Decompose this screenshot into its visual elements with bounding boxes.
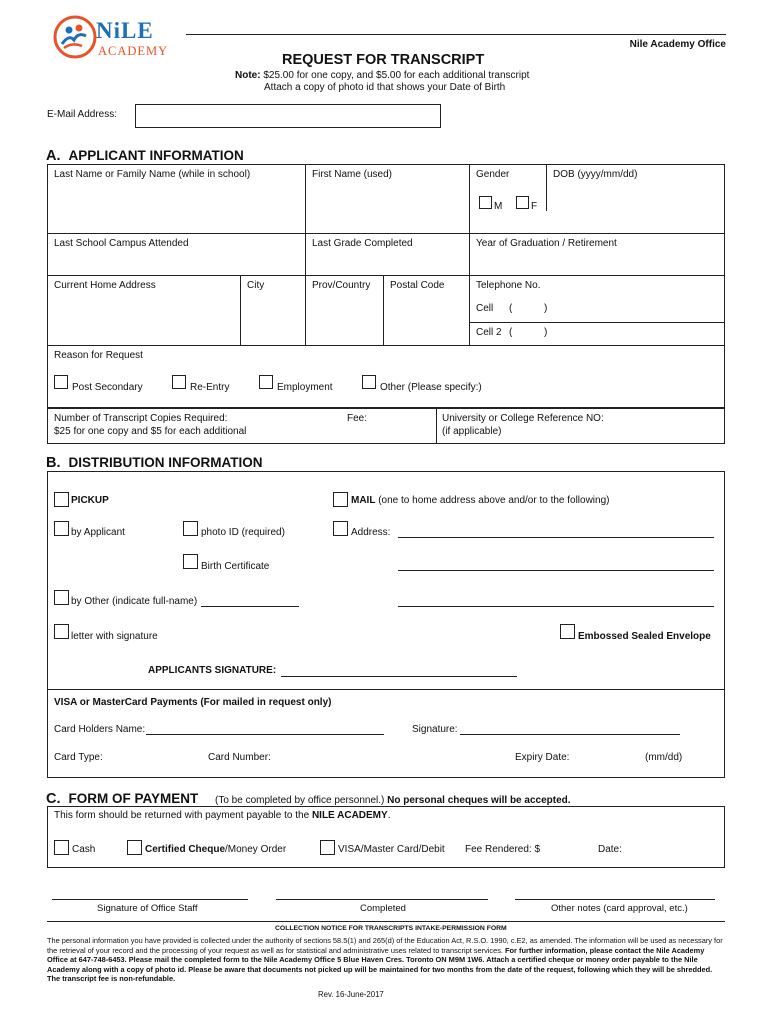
card-number-label: Card Number: [208, 752, 271, 763]
applicant-info-grid [47, 164, 725, 346]
letter-signature-checkbox[interactable] [54, 624, 69, 639]
grid-line [436, 408, 437, 444]
card-name-label: Card Holders Name: [54, 724, 146, 735]
copies-label-2: $25 for one copy and $5 for each additional [54, 426, 247, 437]
certified-cheque-rest: /Money Order [225, 844, 287, 855]
card-type-label: Card Type: [54, 752, 103, 763]
section-b-letter: B. [46, 455, 61, 471]
telephone-label: Telephone No. [476, 280, 541, 291]
gender-label: Gender [476, 169, 510, 180]
reason-reentry-checkbox[interactable] [172, 375, 186, 389]
reason-box [47, 346, 725, 408]
note-text: $25.00 for one copy, and $5.00 for each additional transcript [263, 70, 530, 81]
collection-notice-title: COLLECTION NOTICE FOR TRANSCRIPTS INTAKE-PERMISSION FORM [275, 925, 507, 932]
mail-label [351, 495, 610, 506]
email-label: E-Mail Address: [47, 109, 118, 120]
mail-label-bold: MAIL [351, 495, 376, 506]
expiry-format: (mm/dd) [645, 752, 683, 763]
section-a-letter: A. [46, 148, 61, 164]
last-campus-label: Last School Campus Attended [54, 238, 189, 249]
grid-line [383, 275, 384, 346]
address-line-2[interactable] [398, 570, 714, 571]
embossed-checkbox[interactable] [560, 624, 575, 639]
by-other-label: by Other (indicate full-name) [71, 596, 198, 607]
section-c-title: FORM OF PAYMENT [68, 791, 199, 806]
mail-checkbox[interactable] [333, 492, 348, 507]
card-signature-line[interactable] [460, 734, 680, 735]
visa-debit-label: VISA/Master Card/Debit [338, 844, 445, 855]
reason-other-label: Other (Please specify:) [380, 382, 482, 393]
collection-notice-bold: For further information, please contact the Nile Academy Office at 647-748-6453. Please mail the completed form to the Nile Academy Office 5 Blue Haven Cres. Toronto ON M9M 1W6. Attach a certified cheque or money order payable to the Nile Academy along with a copy of photo id. Please be aware that documents not picked up will be maintained for two months from the date of the request, following which they will be shredded. The transcript fee is non-refundable. [47, 945, 713, 983]
grid-line [546, 164, 547, 211]
address-checkbox[interactable] [333, 521, 348, 536]
certified-cheque-label [145, 844, 286, 855]
logo [52, 14, 172, 60]
cell-paren-open: ( [509, 303, 513, 314]
cell-paren-close: ) [544, 303, 548, 314]
section-a-title: APPLICANT INFORMATION [68, 148, 244, 163]
grid-line [305, 164, 306, 233]
prov-label: Prov/Country [312, 280, 371, 291]
cell-label: Cell [476, 303, 494, 314]
logo-word: NiLE [96, 18, 154, 43]
reason-other-checkbox[interactable] [362, 375, 376, 389]
by-applicant-label: by Applicant [71, 527, 125, 538]
header-rule [186, 34, 726, 35]
revision-label: Rev. 16-June-2017 [318, 990, 384, 999]
reason-label: Reason for Request [54, 350, 143, 361]
grid-line [305, 233, 306, 275]
return-text-plain: This form should be returned with payment payable to the [54, 810, 310, 821]
fee-rendered-label: Fee Rendered: $ [465, 844, 541, 855]
section-b-heading [46, 455, 262, 471]
note-line-1 [235, 70, 529, 81]
section-c-sub2: No personal cheques will be accepted. [387, 795, 571, 806]
section-a-heading [46, 148, 244, 164]
reason-employment-label: Employment [277, 382, 333, 393]
return-text-end: . [387, 810, 391, 821]
completed-label: Completed [360, 903, 406, 914]
office-staff-signature-line[interactable] [52, 899, 248, 900]
card-name-line[interactable] [146, 734, 384, 735]
by-other-name-line[interactable] [201, 606, 299, 607]
other-notes-label: Other notes (card approval, etc.) [551, 903, 688, 914]
postal-label: Postal Code [390, 280, 445, 291]
home-address-label: Current Home Address [54, 280, 156, 291]
ref-label-1: University or College Reference NO: [442, 413, 604, 424]
cell2-label: Cell 2 [476, 327, 502, 338]
embossed-label: Embossed Sealed Envelope [578, 631, 711, 642]
last-grade-label: Last Grade Completed [312, 238, 413, 249]
section-c-letter: C. [46, 791, 61, 807]
collection-notice-text [47, 936, 725, 984]
return-text-bold: NILE ACADEMY [311, 810, 388, 821]
footer-rule [47, 921, 725, 922]
gender-female-checkbox[interactable] [516, 196, 529, 209]
logo-emblem-icon [52, 14, 98, 60]
visa-title: VISA or MasterCard Payments (For mailed in request only) [54, 697, 332, 708]
gender-male-label: M [494, 201, 503, 212]
city-label: City [247, 280, 265, 291]
reason-post-secondary-label: Post Secondary [72, 382, 143, 393]
mail-label-rest: (one to home address above and/or to the following) [375, 495, 610, 506]
grid-line [47, 233, 725, 234]
copies-label-1: Number of Transcript Copies Required: [54, 413, 228, 424]
section-c-subtitle [215, 795, 571, 806]
cash-label: Cash [72, 844, 96, 855]
reason-employment-checkbox[interactable] [259, 375, 273, 389]
section-b-title: DISTRIBUTION INFORMATION [68, 455, 263, 470]
birth-cert-label: Birth Certificate [201, 561, 270, 572]
expiry-label: Expiry Date: [515, 752, 570, 763]
address-line-3[interactable] [398, 606, 714, 607]
office-label: Nile Academy Office [629, 39, 726, 50]
logo-sub: ACADEMY [98, 44, 169, 58]
visa-debit-checkbox[interactable] [320, 840, 335, 855]
address-label: Address: [351, 527, 391, 538]
pickup-checkbox[interactable] [54, 492, 69, 507]
last-name-label: Last Name or Family Name (while in school) [54, 169, 251, 180]
note-line-2: Attach a copy of photo id that shows your Date of Birth [264, 82, 506, 93]
payment-date-label: Date: [598, 844, 622, 855]
cash-checkbox[interactable] [54, 840, 69, 855]
reason-post-secondary-checkbox[interactable] [54, 375, 68, 389]
cell2-paren-close: ) [544, 327, 548, 338]
pickup-label: PICKUP [71, 495, 109, 506]
reason-reentry-label: Re-Entry [190, 382, 230, 393]
dob-label: DOB (yyyy/mm/dd) [553, 169, 638, 180]
certified-cheque-bold: Certified Cheque [145, 844, 226, 855]
grad-year-label: Year of Graduation / Retirement [476, 238, 617, 249]
section-c-heading [46, 791, 198, 807]
grid-line [240, 275, 241, 346]
address-line-1[interactable] [398, 537, 714, 538]
ref-label-2: (if applicable) [442, 426, 502, 437]
by-applicant-checkbox[interactable] [54, 521, 69, 536]
other-notes-line[interactable] [515, 899, 715, 900]
certified-cheque-checkbox[interactable] [127, 840, 142, 855]
grid-line [469, 322, 725, 323]
first-name-label: First Name (used) [312, 169, 393, 180]
grid-line [469, 164, 470, 346]
email-field[interactable] [135, 104, 441, 128]
page-title: REQUEST FOR TRANSCRIPT [282, 52, 485, 68]
photo-id-checkbox[interactable] [183, 521, 198, 536]
office-staff-signature-label: Signature of Office Staff [97, 903, 198, 914]
collection-notice-para: The personal information you have provided is collected under the authority of sections 58.5(1) and 265(d) of the Education Act, R.S.O. 1990, c.E2, as amended. The information will be used as necessary for the retrieval of your record and the processing of your request as well as for statistical and administrative uses related to transcript services. [47, 936, 723, 955]
grid-line [305, 275, 306, 346]
gender-female-label: F [531, 201, 538, 212]
cell2-paren-open: ( [509, 327, 513, 338]
photo-id-label: photo ID (required) [201, 527, 285, 538]
applicant-signature-label: APPLICANTS SIGNATURE: [148, 665, 277, 676]
grid-line [47, 275, 725, 276]
completed-line[interactable] [276, 899, 488, 900]
note-label: Note: [235, 70, 261, 81]
section-c-sub1: (To be completed by office personnel.) [215, 795, 385, 806]
applicant-signature-line[interactable] [281, 676, 517, 677]
by-other-checkbox[interactable] [54, 590, 69, 605]
return-text [54, 810, 390, 821]
grid-line [47, 408, 725, 409]
fee-label: Fee: [347, 413, 368, 424]
gender-male-checkbox[interactable] [479, 196, 492, 209]
birth-cert-checkbox[interactable] [183, 554, 198, 569]
letter-signature-label: letter with signature [71, 631, 158, 642]
card-signature-label: Signature: [412, 724, 458, 735]
